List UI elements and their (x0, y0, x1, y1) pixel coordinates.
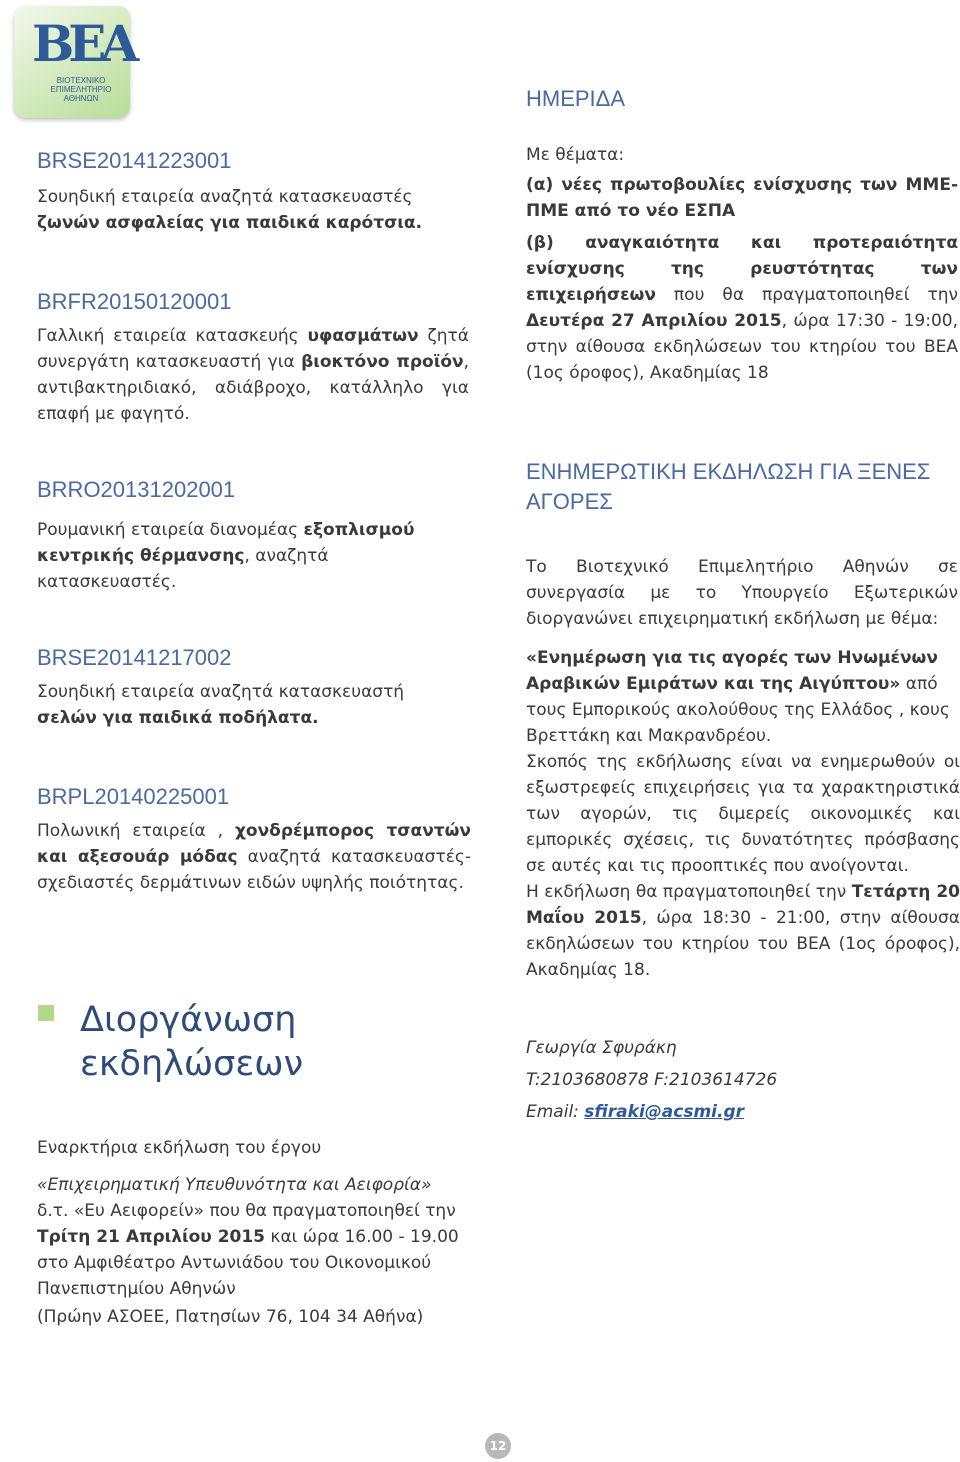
entry-code: BRSE20141223001 (37, 148, 232, 173)
logo-line-2: ΕΠΙΜΕΛΗΤΗΡΙΟ (50, 85, 112, 94)
entry-line: Σουηδική εταιρεία αναζητά κατασκευαστές (37, 187, 413, 207)
entry-text (37, 184, 477, 236)
topic-a: (α) νέες πρωτοβουλίες ενίσχυσης των ΜΜΕ-ΠΜΕ από το νέο ΕΣΠΑ (526, 175, 958, 221)
info-subject: «Ενημέρωση για τις αγορές των Ηνωμένων Αραβικών Εμιράτων και της Αιγύπτου» (526, 648, 938, 694)
entry-text: Πολωνική εταιρεία , χονδρέμπορος τσαντών και αξεσουάρ μόδας αναζητά κατασκευαστές-σχεδιαστές δερμάτινων ειδών υψηλής ποιότητας. (37, 821, 471, 893)
logo-line-1: ΒΙΟΤΕΧΝΙΚΟ (56, 76, 106, 85)
entry-code: BRFR20150120001 (37, 289, 232, 314)
events-text: δ.τ. «Ευ Αειφορείν» που θα πραγματοποιηθεί την Τρίτη 21 Απριλίου 2015 και ώρα 16.00 - 19.00 στο Αμφιθέατρο Αντωνιάδου του Οικονομικού Πανεπιστημίου Αθηνών (37, 1201, 459, 1299)
entry-bold-line: σελών για παιδικά ποδήλατα. (37, 708, 319, 728)
logo-mark: BEA (32, 14, 134, 73)
entry-text: Ρουμανική εταιρεία διανομέας εξοπλισμού κεντρικής θέρμανσης, αναζητά κατασκευαστές. (37, 520, 415, 592)
topics-label: Με θέματα: (526, 145, 625, 165)
entry-text (37, 679, 477, 731)
email-label: Email: (526, 1102, 585, 1122)
topic-b-text: (β) αναγκαιότητα και προτεραιότητα ενίσχυσης της ρευστότητας των επιχειρήσεων που θα πραγματοποιηθεί την Δευτέρα 27 Απριλίου 2015, ώρα 17:30 - 19:00, στην αίθουσα εκδηλώσεων του κτηρίου του ΒΕΑ (1ος όροφος), Ακαδημίας 18 (526, 233, 958, 383)
info-paragraph: Το Βιοτεχνικό Επιμελητήριο Αθηνών σε συνεργασία με το Υπουργείο Εξωτερικών διοργανώνει επιχειρηματική εκδήλωση με θέμα: (526, 557, 958, 629)
events-intro: Εναρκτήρια εκδήλωση του έργου (37, 1138, 322, 1158)
logo-subtitle (36, 76, 126, 103)
entry-code: BRPL20140225001 (37, 784, 230, 809)
entry-text: Γαλλική εταιρεία κατασκευής υφασμάτων ζητά συνεργάτη κατασκευαστή για βιοκτόνο προϊόν, αντιβακτηριδιακό, αδιάβροχο, κατάλληλο για επαφή με φαγητό. (37, 326, 469, 424)
entry-bold-line: ζωνών ασφαλείας για παιδικά καρότσια. (37, 213, 423, 233)
email-link[interactable]: sfiraki@acsmi.gr (584, 1102, 745, 1122)
contact-name: Γεωργία Σφυράκη (526, 1038, 677, 1058)
events-address: (Πρώην ΑΣΟΕΕ, Πατησίων 76, 104 34 Αθήνα) (37, 1307, 424, 1327)
entry-code: BRSE20141217002 (37, 645, 232, 670)
contact-phones: T:2103680878 F:2103614726 (526, 1070, 778, 1090)
entry-line: Σουηδική εταιρεία αναζητά κατασκευαστή (37, 682, 405, 702)
entry-code: BRRO20131202001 (37, 477, 236, 502)
logo-line-3: ΑΘΗΝΩΝ (63, 94, 99, 103)
info-event-title: ΕΝΗΜΕΡΩΤΙΚΗ ΕΚΔΗΛΩΣΗ ΓΙΑ ΞΕΝΕΣ ΑΓΟΡΕΣ (526, 459, 931, 514)
section-title: Διοργάνωση εκδηλώσεων (80, 1000, 304, 1084)
bea-logo (14, 6, 134, 118)
info-purpose: Σκοπός της εκδήλωσης είναι να ενημερωθούν οι εξωστρεφείς επιχειρήσεις για τα χαρακτηριστικά των αγορών, τις διμερείς οικονομικές και εμπορικές σχέσεις, τις δυνατότητες πρόσβασης σε αυτές και τις προοπτικές που ανοίγονται. (526, 752, 960, 876)
contact-block (526, 1032, 956, 1128)
page-number: 12 (485, 1433, 511, 1459)
project-title: «Επιχειρηματική Υπευθυνότητα και Αειφορία» (37, 1175, 432, 1195)
section-square-icon (38, 1005, 54, 1021)
seminar-title: ΗΜΕΡΙΔΑ (526, 86, 626, 111)
info-date: Η εκδήλωση θα πραγματοποιηθεί την Τετάρτη 20 Μαΐου 2015, ώρα 18:30 - 21:00, στην αίθουσα εκδηλώσεων του κτηρίου του ΒΕΑ (1ος όροφος), Ακαδημίας 18. (526, 882, 960, 980)
info-details: «Ενημέρωση για τις αγορές των Ηνωμένων Αραβικών Εμιράτων και της Αιγύπτου» από τους Εμπορικούς ακολούθους της Ελλάδος , κους Βρεττάκη και Μακρανδρέου. Σκοπός της εκδήλωσης είναι να ενημερωθούν οι εξωστρεφείς επιχειρήσεις για τα χαρακτηριστικά των αγορών, τις διμερείς οικονομικές και εμπορικές σχέσεις, τις δυνατότητες πρόσβασης σε αυτές και τις προοπτικές που ανοίγονται. Η εκδήλωση θα πραγματοποιηθεί την Τετάρτη 20 Μαΐου 2015, ώρα 18:30 - 21:00, στην αίθουσα εκδηλώσεων του κτηρίου του ΒΕΑ (1ος όροφος), Ακαδημίας 18. (526, 645, 960, 983)
